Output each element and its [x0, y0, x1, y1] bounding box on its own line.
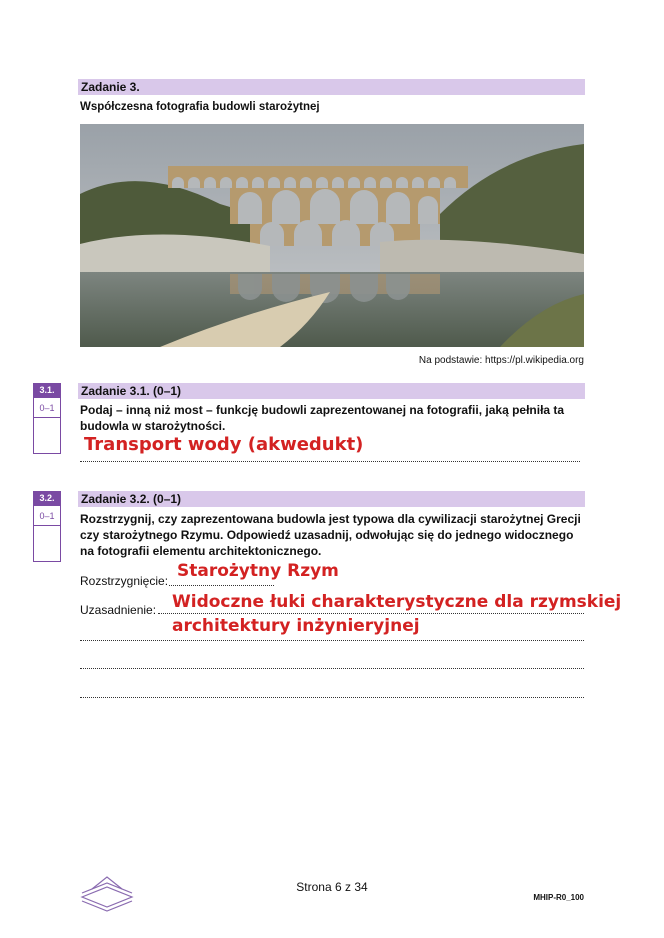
q32-justification-line-4 — [80, 697, 584, 698]
q32-justification-line-1 — [158, 613, 584, 614]
q32-justification-answer-1: Widoczne łuki charakterystyczne dla rzymskiej — [172, 592, 622, 612]
q31-header-bar — [78, 383, 585, 399]
task-subtitle: Współczesna fotografia budowli starożytnej — [80, 101, 320, 113]
photo-source: Na podstawie: https://pl.wikipedia.org — [418, 355, 584, 366]
exam-code: MHIP-R0_100 — [533, 893, 584, 902]
q31-text: Podaj – inną niż most – funkcję budowli zaprezentowanej na fotografii, jaką pełniła ta budowla w starożytności. — [80, 403, 565, 433]
q32-justification-line-2 — [80, 640, 584, 641]
q31-badge — [33, 383, 61, 454]
q31-title: Zadanie 3.1. (0–1) — [81, 384, 182, 398]
q32-points: 0–1 — [33, 506, 61, 526]
page-number: Strona 6 z 34 — [296, 880, 368, 894]
q32-decision-answer: Starożytny Rzym — [177, 561, 339, 581]
q32-justification-answer-2: architektury inżynieryjnej — [172, 616, 420, 636]
q31-number: 3.1. — [33, 383, 61, 398]
q32-decision-line — [158, 585, 274, 586]
q31-points: 0–1 — [33, 398, 61, 418]
q32-badge — [33, 491, 61, 562]
q32-decision-label: Rozstrzygnięcie: — [80, 574, 169, 588]
q32-justification-line-3 — [80, 668, 584, 669]
aqueduct-photo — [80, 124, 584, 347]
q32-title: Zadanie 3.2. (0–1) — [81, 492, 182, 506]
q31-score-box — [33, 418, 61, 454]
q31-answer: Transport wody (akwedukt) — [84, 434, 364, 455]
q32-justification-label: Uzasadnienie: — [80, 603, 157, 617]
q32-text: Rozstrzygnij, czy zaprezentowana budowla jest typowa dla cywilizacji starożytnej Grecji czy starożytnego Rzymu. Odpowiedź uzasadnij, odwołując się do jednego widocznego na fotografii elementu architektonicznego. — [80, 512, 581, 558]
q32-header-bar — [78, 491, 585, 507]
task-header-bar — [78, 79, 585, 95]
q32-number: 3.2. — [33, 491, 61, 506]
task-title: Zadanie 3. — [81, 80, 140, 94]
q31-answer-line — [80, 461, 580, 462]
q32-score-box — [33, 526, 61, 562]
